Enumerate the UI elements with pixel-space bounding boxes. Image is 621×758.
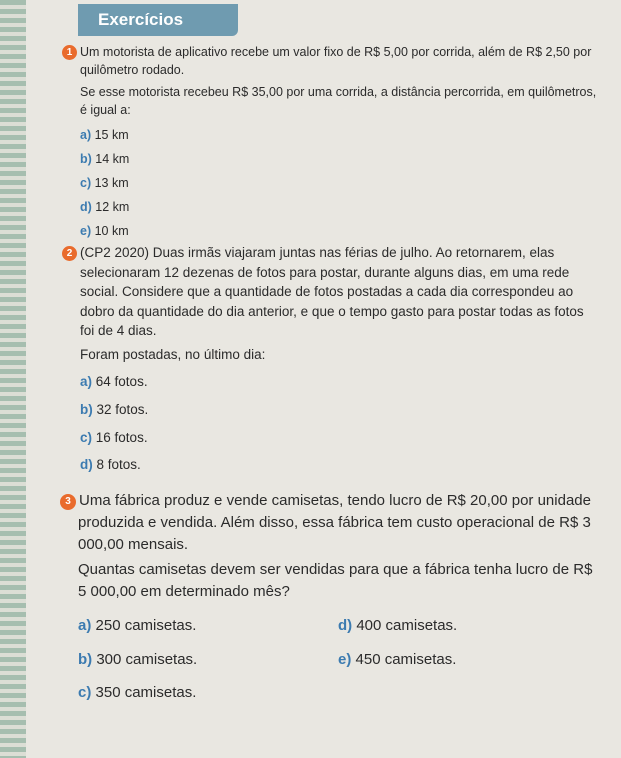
- question-2-prompt: Foram postadas, no último dia:: [80, 346, 266, 362]
- option-d[interactable]: d) 12 km: [80, 199, 130, 214]
- question-3-options: [78, 615, 597, 704]
- question-3-prompt: Quantas camisetas devem ser vendidas para que a fábrica tenha lucro de R$ 5 000,00 em determinado mês?: [78, 561, 593, 600]
- question-number-badge: 1: [62, 45, 77, 60]
- option-e[interactable]: e) 450 camisetas.: [338, 650, 457, 668]
- option-b[interactable]: b) 14 km: [80, 151, 130, 166]
- option-b[interactable]: b) 32 fotos.: [80, 401, 149, 417]
- question-2-options: [80, 372, 597, 474]
- option-c[interactable]: c) 16 fotos.: [80, 429, 148, 445]
- section-title-text: Exercícios: [98, 10, 184, 29]
- question-1-statement: 1 Um motorista de aplicativo recebe um valor fixo de R$ 5,00 por corrida, além de R$ 2,50 por quilômetro rodado.: [80, 43, 597, 79]
- option-a[interactable]: a) 15 km: [80, 127, 129, 142]
- question-1-prompt: Se esse motorista recebeu R$ 35,00 por uma corrida, a distância percorrida, em quilômetros, é igual a:: [80, 85, 597, 118]
- question-3: [65, 490, 597, 704]
- option-c[interactable]: c) 13 km: [80, 175, 129, 190]
- option-d[interactable]: d) 8 fotos.: [80, 457, 141, 473]
- question-2: [66, 243, 597, 475]
- question-number-badge: 3: [60, 494, 76, 510]
- question-2-statement: 2 (CP2 2020) Duas irmãs viajaram juntas nas férias de julho. Ao retornarem, elas selecionaram 12 dezenas de fotos para postar, durante alguns dias, em uma rede social. Considere que a quantidade de fotos postadas a cada dia correspondeu ao dobro da quantidade do dia anterior, e que o tempo gasto para postar todas as fotos foi de 4 dias.: [80, 243, 597, 341]
- option-e[interactable]: e) 10 km: [80, 224, 129, 238]
- option-c[interactable]: c) 350 camisetas.: [78, 684, 197, 702]
- question-3-statement: 3 Uma fábrica produz e vende camisetas, tendo lucro de R$ 20,00 por unidade produzida e vendida. Além disso, essa fábrica tem custo operacional de R$ 3 000,00 mensais.: [78, 490, 597, 555]
- question-1-options: [80, 126, 597, 241]
- question-1: [66, 43, 597, 240]
- option-d[interactable]: d) 400 camisetas.: [338, 616, 458, 634]
- section-title: [78, 4, 238, 36]
- notebook-spiral: [0, 0, 26, 758]
- question-number-badge: 2: [62, 246, 77, 261]
- option-b[interactable]: b) 300 camisetas.: [78, 650, 198, 668]
- option-a[interactable]: a) 250 camisetas.: [78, 616, 197, 634]
- option-a[interactable]: a) 64 fotos.: [80, 374, 148, 390]
